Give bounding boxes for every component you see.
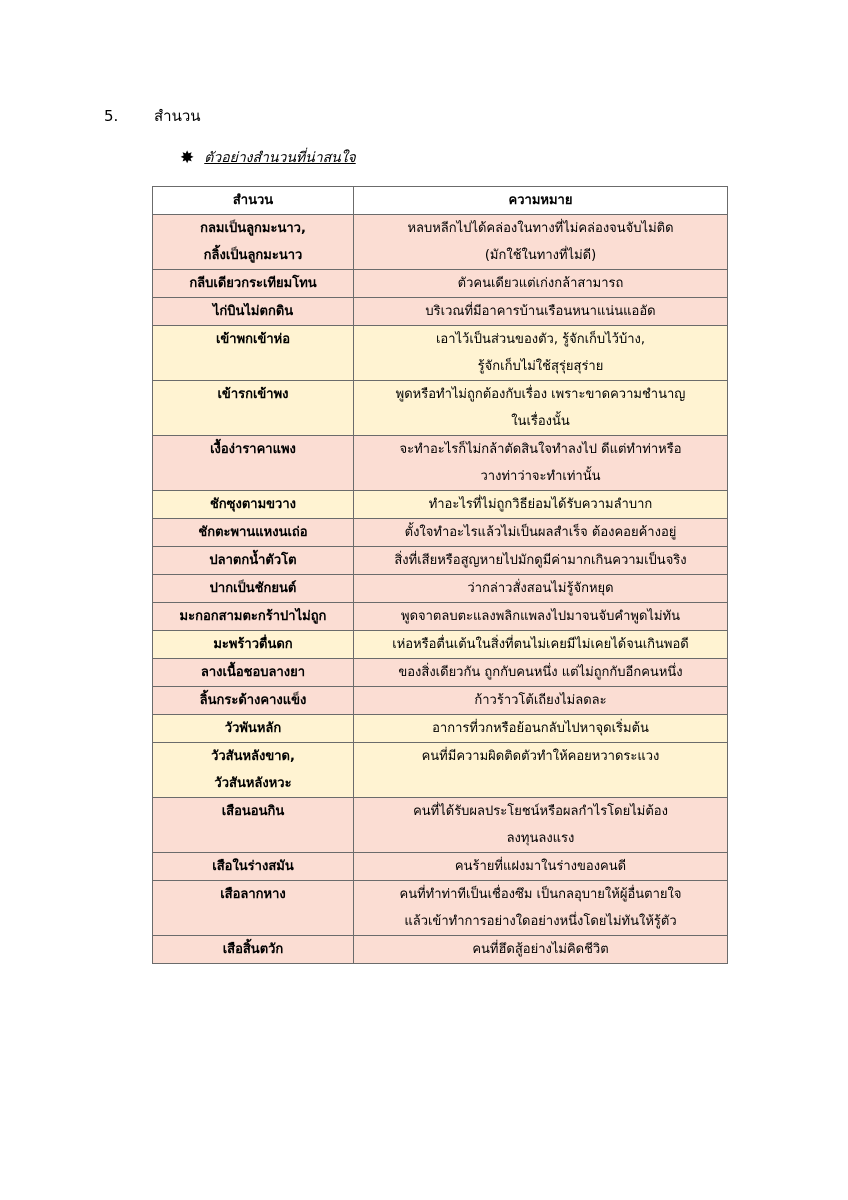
table-row bbox=[153, 491, 728, 519]
table-row bbox=[153, 326, 728, 381]
section-number: 5. bbox=[104, 107, 119, 125]
meaning-cell: คนที่มีความผิดติดตัวทำให้คอยหวาดระแวง bbox=[354, 743, 728, 798]
table-row bbox=[153, 743, 728, 798]
table-body bbox=[153, 215, 728, 964]
table-row bbox=[153, 798, 728, 853]
meaning-cell: เอาไว้เป็นส่วนของตัว, รู้จักเก็บไว้บ้าง, รู้จักเก็บไม่ใช้สุรุ่ยสุร่าย bbox=[354, 326, 728, 381]
table-row bbox=[153, 881, 728, 936]
table-row bbox=[153, 603, 728, 631]
idiom-cell: เสือสิ้นตวัก bbox=[153, 936, 354, 964]
idiom-cell: เงื้อง่าราคาแพง bbox=[153, 436, 354, 491]
idiom-cell: เข้ารกเข้าพง bbox=[153, 381, 354, 436]
subsection-title: ตัวอย่างสำนวนที่น่าสนใจ bbox=[204, 150, 356, 166]
section-heading bbox=[104, 104, 201, 128]
meaning-cell: คนร้ายที่แฝงมาในร่างของคนดี bbox=[354, 853, 728, 881]
table-row bbox=[153, 575, 728, 603]
idiom-cell: ชักตะพานแหงนเถ่อ bbox=[153, 519, 354, 547]
idiom-cell: ปลาตกน้ำตัวโต bbox=[153, 547, 354, 575]
table-header-row bbox=[153, 187, 728, 215]
idiom-cell: กลมเป็นลูกมะนาว, กลิ้งเป็นลูกมะนาว bbox=[153, 215, 354, 270]
meaning-cell: พูดหรือทำไม่ถูกต้องกับเรื่อง เพราะขาดความชำนาญ ในเรื่องนั้น bbox=[354, 381, 728, 436]
idiom-cell: ปากเป็นชักยนต์ bbox=[153, 575, 354, 603]
meaning-cell: อาการที่วกหรือย้อนกลับไปหาจุดเริ่มต้น bbox=[354, 715, 728, 743]
table-row bbox=[153, 381, 728, 436]
meaning-cell: ตัวคนเดียวแต่เก่งกล้าสามารถ bbox=[354, 270, 728, 298]
table-row bbox=[153, 519, 728, 547]
meaning-cell: ก้าวร้าวโต้เถียงไม่ลดละ bbox=[354, 687, 728, 715]
header-idiom: สำนวน bbox=[153, 187, 354, 215]
table-row bbox=[153, 659, 728, 687]
idiom-cell: ลางเนื้อชอบลางยา bbox=[153, 659, 354, 687]
table-row bbox=[153, 436, 728, 491]
idiom-cell: กลีบเดียวกระเทียมโทน bbox=[153, 270, 354, 298]
table-row bbox=[153, 298, 728, 326]
table-row bbox=[153, 270, 728, 298]
meaning-cell: คนที่ทำท่าทีเป็นเชื่องซึม เป็นกลอุบายให้ผู้อื่นตายใจ แล้วเข้าทำการอย่างใดอย่างหนึ่งโดยไม่ทันให้รู้ตัว bbox=[354, 881, 728, 936]
meaning-cell: จะทำอะไรก็ไม่กล้าตัดสินใจทำลงไป ดีแต่ทำท่าหรือ วางท่าว่าจะทำเท่านั้น bbox=[354, 436, 728, 491]
idiom-cell: เสือนอนกิน bbox=[153, 798, 354, 853]
idiom-cell: มะกอกสามตะกร้าปาไม่ถูก bbox=[153, 603, 354, 631]
idiom-cell: ลิ้นกระด้างคางแข็ง bbox=[153, 687, 354, 715]
idiom-cell: ชักซุงตามขวาง bbox=[153, 491, 354, 519]
idioms-table bbox=[152, 186, 728, 964]
table-row bbox=[153, 547, 728, 575]
table-row bbox=[153, 936, 728, 964]
meaning-cell: คนที่ฮึดสู้อย่างไม่คิดชีวิต bbox=[354, 936, 728, 964]
eight-pointed-star-icon: ✸ bbox=[180, 147, 195, 168]
idiom-cell: มะพร้าวตื่นดก bbox=[153, 631, 354, 659]
idiom-cell: วัวพันหลัก bbox=[153, 715, 354, 743]
table-row bbox=[153, 687, 728, 715]
idiom-cell: เสือลากหาง bbox=[153, 881, 354, 936]
table-row bbox=[153, 853, 728, 881]
header-meaning: ความหมาย bbox=[354, 187, 728, 215]
meaning-cell: ทำอะไรที่ไม่ถูกวิธีย่อมได้รับความลำบาก bbox=[354, 491, 728, 519]
idiom-cell: เสือในร่างสมัน bbox=[153, 853, 354, 881]
meaning-cell: พูดจาตลบตะแลงพลิกแพลงไปมาจนจับคำพูดไม่ทัน bbox=[354, 603, 728, 631]
table-row bbox=[153, 215, 728, 270]
meaning-cell: หลบหลีกไปได้คล่องในทางที่ไม่คล่องจนจับไม่ติด (มักใช้ในทางที่ไม่ดี) bbox=[354, 215, 728, 270]
section-title: สำนวน bbox=[154, 107, 201, 125]
meaning-cell: ว่ากล่าวสั่งสอนไม่รู้จักหยุด bbox=[354, 575, 728, 603]
idiom-cell: วัวสันหลังขาด, วัวสันหลังหวะ bbox=[153, 743, 354, 798]
meaning-cell: ตั้งใจทำอะไรแล้วไม่เป็นผลสำเร็จ ต้องคอยค้างอยู่ bbox=[354, 519, 728, 547]
meaning-cell: ของสิ่งเดียวกัน ถูกกับคนหนึ่ง แต่ไม่ถูกกับอีกคนหนึ่ง bbox=[354, 659, 728, 687]
meaning-cell: สิ่งที่เสียหรือสูญหายไปมักดูมีค่ามากเกินความเป็นจริง bbox=[354, 547, 728, 575]
subsection-heading bbox=[180, 147, 356, 169]
meaning-cell: บริเวณที่มีอาคารบ้านเรือนหนาแน่นแออัด bbox=[354, 298, 728, 326]
idiom-cell: เข้าพกเข้าห่อ bbox=[153, 326, 354, 381]
meaning-cell: เห่อหรือตื่นเต้นในสิ่งที่ตนไม่เคยมีไม่เคยได้จนเกินพอดี bbox=[354, 631, 728, 659]
table-row bbox=[153, 631, 728, 659]
table-row bbox=[153, 715, 728, 743]
idiom-cell: ไก่บินไม่ตกดิน bbox=[153, 298, 354, 326]
meaning-cell: คนที่ได้รับผลประโยชน์หรือผลกำไรโดยไม่ต้อง ลงทุนลงแรง bbox=[354, 798, 728, 853]
